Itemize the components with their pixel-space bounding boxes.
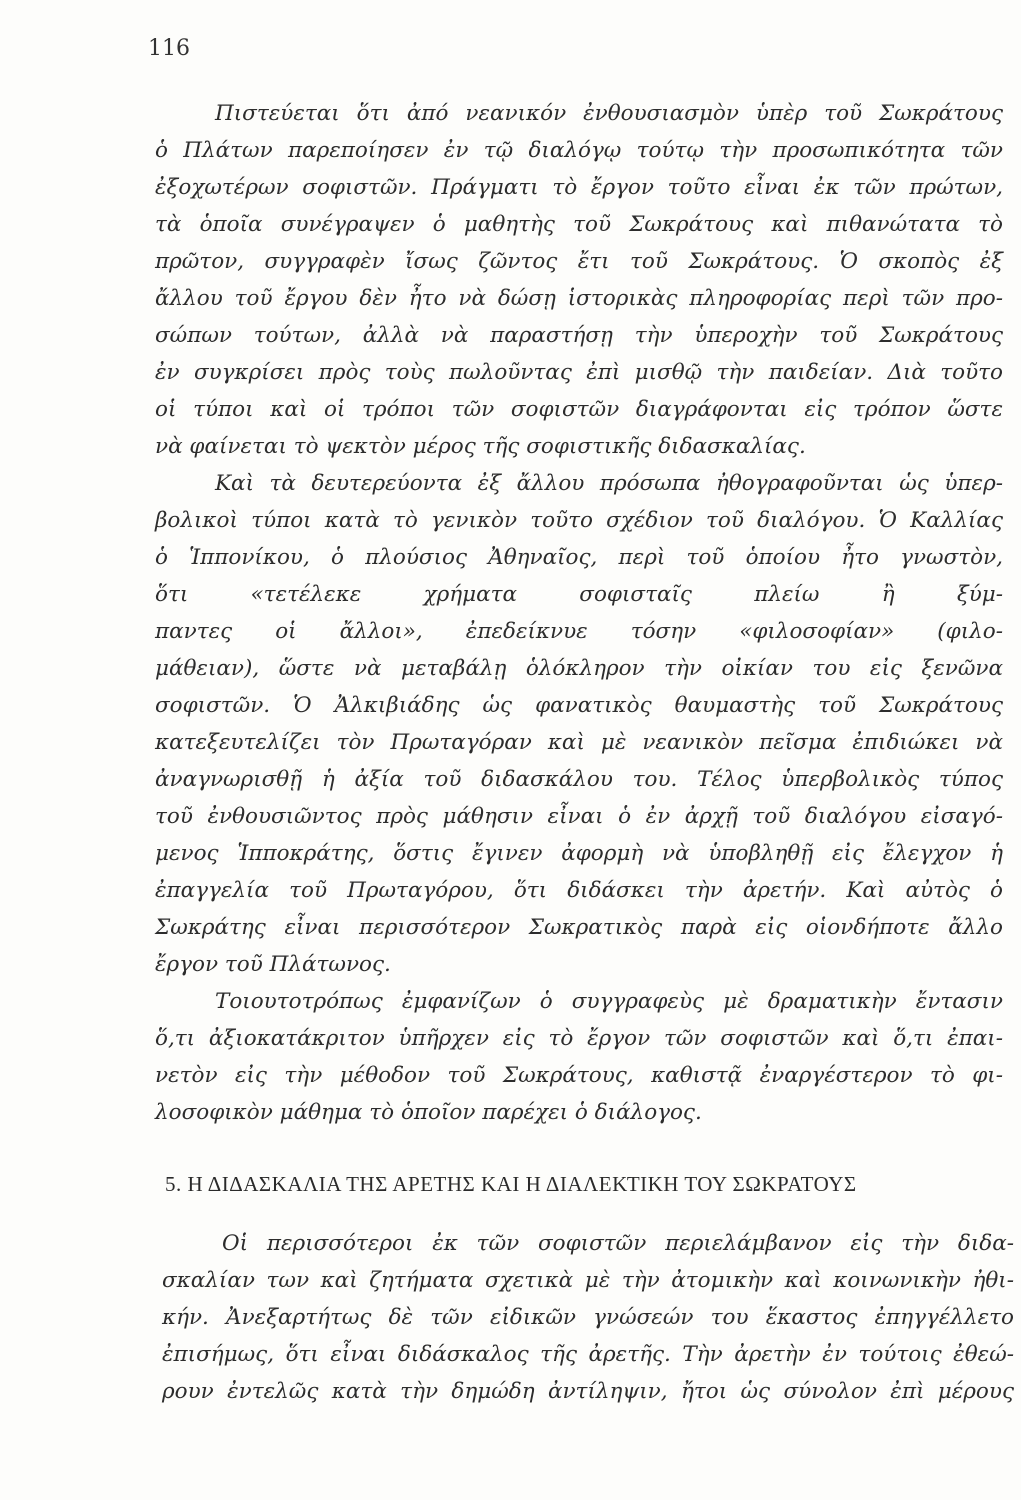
page-number: 116 [148, 36, 190, 61]
text-line: σκαλίαν των καὶ ζητήματα σχετικὰ μὲ τὴν ἀτομικὴν καὶ κοινωνικὴν ἠθι- [162, 1268, 1014, 1293]
text-line: ἀναγνωρισθῇ ἡ ἀξία τοῦ διδασκάλου του. Τέλος ὑπερβολικὸς τύπος [155, 767, 1003, 792]
text-line: βολικοὶ τύποι κατὰ τὸ γενικὸν τοῦτο σχέδιον τοῦ διαλόγου. Ὁ Καλλίας [155, 508, 1003, 533]
text-line: μάθειαν), ὥστε νὰ μεταβάλῃ ὁλόκληρον τὴν οἰκίαν του εἰς ξενῶνα [155, 656, 1003, 681]
text-line: οἱ τύποι καὶ οἱ τρόποι τῶν σοφιστῶν διαγράφονται εἰς τρόπον ὥστε [155, 397, 1003, 422]
text-line: παντες οἱ ἄλλοι», ἐπεδείκνυε τόσην «φιλοσοφίαν» (φιλο- [155, 619, 1003, 644]
text-line: τοῦ ἐνθουσιῶντος πρὸς μάθησιν εἶναι ὁ ἐν ἀρχῇ τοῦ διαλόγου εἰσαγό- [155, 804, 1003, 829]
text-line: ἐξοχωτέρων σοφιστῶν. Πράγματι τὸ ἔργον τοῦτο εἶναι ἐκ τῶν πρώτων, [155, 175, 1003, 200]
text-line: ρουν ἐντελῶς κατὰ τὴν δημώδη ἀντίληψιν, ἤτοι ὡς σύνολον ἐπὶ μέρους [162, 1379, 1014, 1404]
text-line: Σωκράτης εἶναι περισσότερον Σωκρατικὸς παρὰ εἰς οἱονδήποτε ἄλλο [155, 915, 1003, 940]
text-line: κατεξευτελίζει τὸν Πρωταγόραν καὶ μὲ νεανικὸν πεῖσμα ἐπιδιώκει νὰ [155, 730, 1003, 755]
text-line: Πιστεύεται ὅτι ἀπό νεανικόν ἐνθουσιασμὸν ὑπὲρ τοῦ Σωκράτους [215, 101, 1003, 126]
section-heading: 5. Η ΔΙΔΑΣΚΑΛΙΑ ΤΗΣ ΑΡΕΤΗΣ ΚΑΙ Η ΔΙΑΛΕΚΤΙΚΗ ΤΟΥ ΣΩΚΡΑΤΟΥΣ [165, 1172, 857, 1196]
text-line: Τοιουτοτρόπως ἐμφανίζων ὁ συγγραφεὺς μὲ δραματικὴν ἔντασιν [215, 989, 1003, 1014]
text-line: ὁ Πλάτων παρεποίησεν ἐν τῷ διαλόγῳ τούτῳ τὴν προσωπικότητα τῶν [155, 138, 1003, 163]
text-line: ὅ,τι ἀξιοκατάκριτον ὑπῆρχεν εἰς τὸ ἔργον τῶν σοφιστῶν καὶ ὅ,τι ἐπαι- [155, 1026, 1003, 1051]
text-line: τὰ ὁποῖα συνέγραψεν ὁ μαθητὴς τοῦ Σωκράτους καὶ πιθανώτατα τὸ [155, 212, 1003, 237]
section-text [155, 95, 1003, 1131]
text-line: σώπων τούτων, ἀλλὰ νὰ παραστήσῃ τὴν ὑπεροχὴν τοῦ Σωκράτους [155, 323, 1003, 348]
text-line: νετὸν εἰς τὴν μέθοδον τοῦ Σωκράτους, καθιστᾷ ἐναργέστερον τὸ φι- [155, 1063, 1003, 1088]
section-text [162, 1225, 1014, 1410]
text-line: ὅτι «τετέλεκε χρήματα σοφισταῖς πλείω ἢ ξύμ- [155, 582, 1003, 607]
text-line: πρῶτον, συγγραφὲν ἴσως ζῶντος ἔτι τοῦ Σωκράτους. Ὁ σκοπὸς ἐξ [155, 249, 1003, 274]
text-line: Καὶ τὰ δευτερεύοντα ἐξ ἄλλου πρόσωπα ἠθογραφοῦνται ὡς ὑπερ- [215, 471, 1003, 496]
text-line: ἐν συγκρίσει πρὸς τοὺς πωλοῦντας ἐπὶ μισθῷ τὴν παιδείαν. Διὰ τοῦτο [155, 360, 1003, 385]
text-line: ἄλλου τοῦ ἔργου δὲν ἦτο νὰ δώσῃ ἱστορικὰς πληροφορίας περὶ τῶν προ- [155, 286, 1003, 311]
text-line: ἐπαγγελία τοῦ Πρωταγόρου, ὅτι διδάσκει τὴν ἀρετήν. Καὶ αὐτὸς ὁ [155, 878, 1003, 903]
text-line: μενος Ἱπποκράτης, ὅστις ἔγινεν ἀφορμὴ νὰ ὑποβληθῇ εἰς ἔλεγχον ἡ [155, 841, 1003, 866]
text-line: Οἱ περισσότεροι ἐκ τῶν σοφιστῶν περιελάμβανον εἰς τὴν διδα- [222, 1231, 1014, 1256]
text-line: λοσοφικὸν μάθημα τὸ ὁποῖον παρέχει ὁ διάλογος. [155, 1100, 702, 1125]
text-line: ἐπισήμως, ὅτι εἶναι διδάσκαλος τῆς ἀρετῆς. Τὴν ἀρετὴν ἐν τούτοις ἐθεώ- [162, 1342, 1014, 1367]
text-line: ἔργον τοῦ Πλάτωνος. [155, 952, 391, 977]
text-line: κήν. Ἀνεξαρτήτως δὲ τῶν εἰδικῶν γνώσεών του ἕκαστος ἐπηγγέλλετο [162, 1305, 1014, 1330]
text-line: ὁ Ἱππονίκου, ὁ πλούσιος Ἀθηναῖος, περὶ τοῦ ὁποίου ἦτο γνωστὸν, [155, 545, 1003, 570]
text-line: σοφιστῶν. Ὁ Ἀλκιβιάδης ὡς φανατικὸς θαυμαστὴς τοῦ Σωκράτους [155, 693, 1003, 718]
text-line: νὰ φαίνεται τὸ ψεκτὸν μέρος τῆς σοφιστικῆς διδασκαλίας. [155, 434, 806, 459]
